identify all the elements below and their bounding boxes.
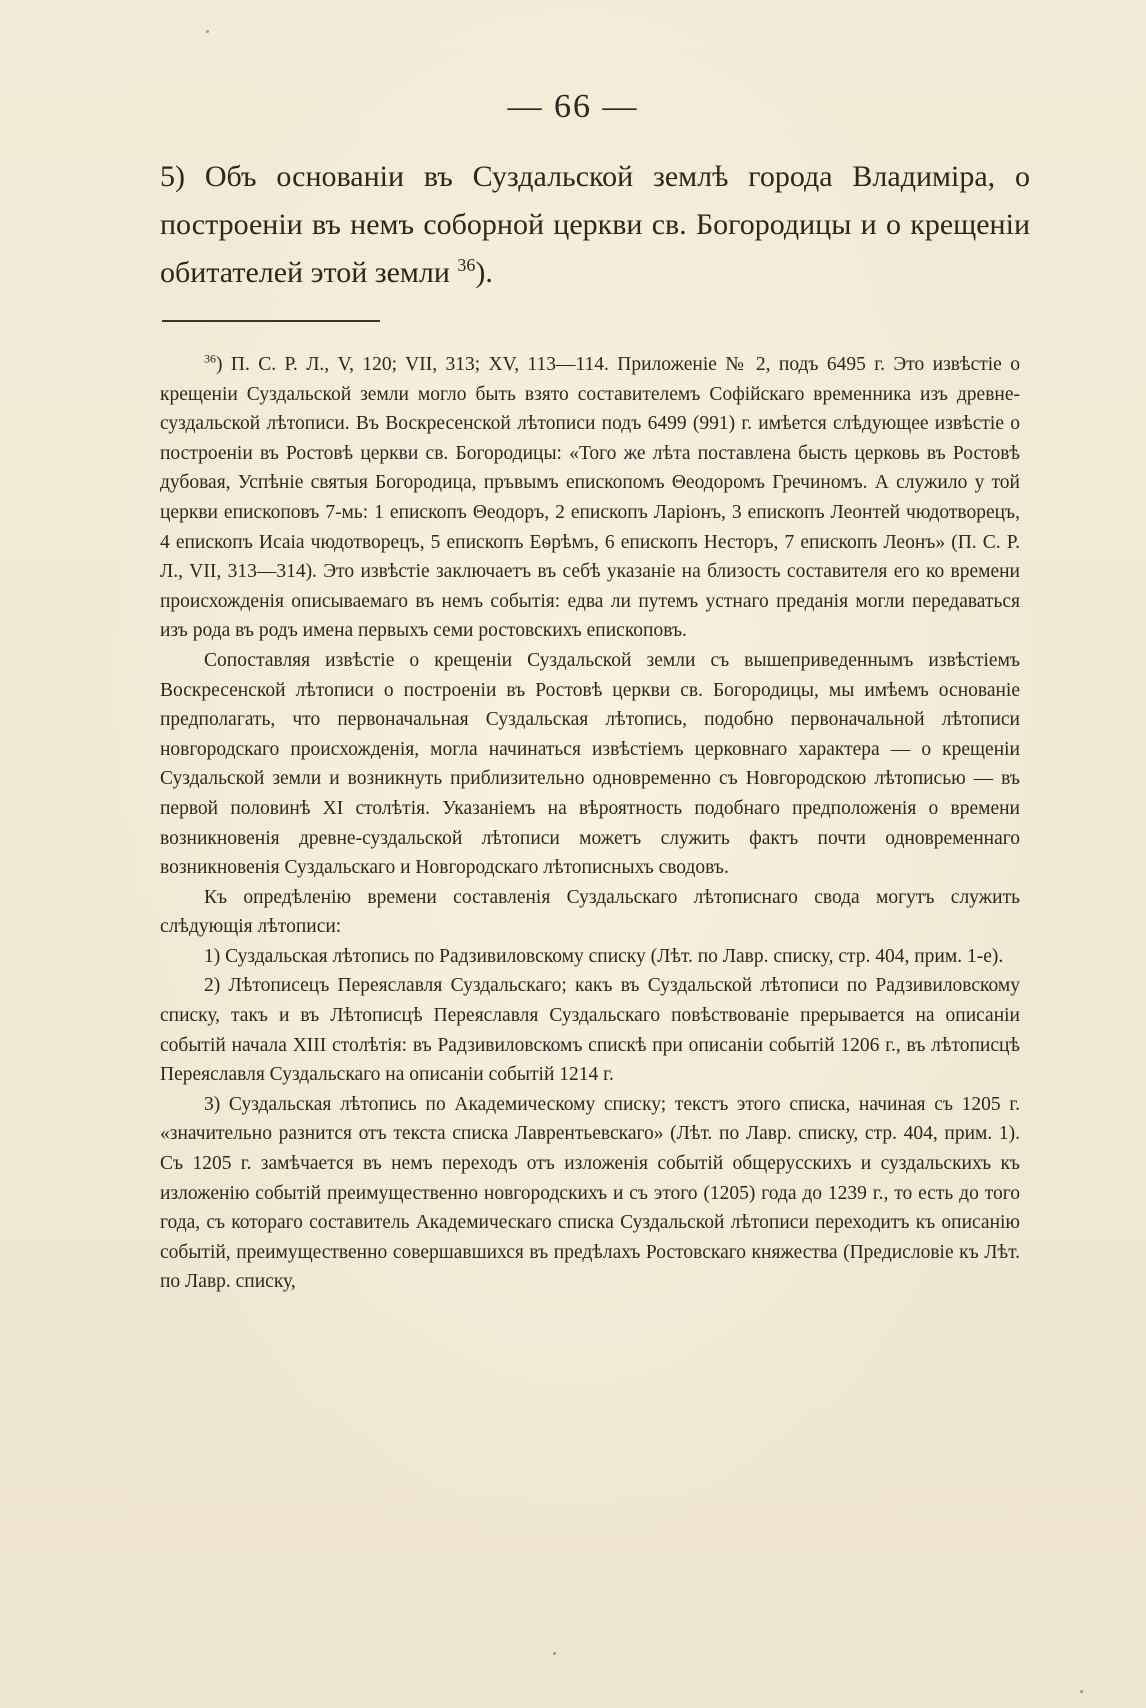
footnote-paragraph xyxy=(160,350,1020,646)
footnote-separator xyxy=(162,320,380,322)
footnote-paragraph: Сопоставляя извѣстіе о крещеніи Суздальской земли съ вышеприведеннымъ извѣстіемъ Воскресенской лѣтописи о построеніи въ Ростовѣ церкви св. Богородицы, мы имѣемъ основаніе предполагать, что первоначальная Суздальская лѣтопись, подобно первоначальной лѣтописи новгородскаго происхожденія, могла начинаться извѣстіемъ церковнаго характера — о крещеніи Суздальской земли и возникнуть приблизительно одновременно съ Новгородскою лѣтописью — въ первой половинѣ XI столѣтія. Указаніемъ на вѣроятность подобнаго предположенія о времени возникновенія древне-суздальской лѣтописи можетъ служить фактъ почти одновременнаго возникновенія Суздальскаго и Новгородскаго лѣтописныхъ сводовъ. xyxy=(160,649,1020,879)
page-number: — 66 — xyxy=(507,88,639,125)
paper-speck xyxy=(206,30,209,33)
section-heading-closing: ). xyxy=(475,256,493,289)
footnote-reference: 36 xyxy=(457,255,476,275)
footnote-paragraph: Къ опредѣленію времени составленія Суздальскаго лѣтописнаго свода могутъ служить слѣдующія лѣтописи: xyxy=(160,886,1020,938)
section-heading-text: 5) Объ основаніи въ Суздальской землѣ города Владиміра, о построеніи въ немъ соборной церкви св. Богородицы и о крещеніи обитателей этой земли xyxy=(160,160,1030,289)
footnote-body xyxy=(160,350,1020,1297)
section-heading xyxy=(160,153,1030,297)
footnote-paragraph: 1) Суздальская лѣтопись по Радзивиловскому списку (Лѣт. по Лавр. списку, стр. 404, прим. 1-е). xyxy=(204,945,1004,967)
paper-speck xyxy=(1080,1690,1083,1693)
footnote-paragraph: 3) Суздальская лѣтопись по Академическому списку; текстъ этого списка, начиная съ 1205 г. «значительно разнится отъ текста списка Лаврентьевскаго» (Лѣт. по Лавр. списку, стр. 404, прим. 1). Съ 1205 г. замѣчается въ немъ переходъ отъ изложенія событій общерусскихъ и суздальскихъ къ изложенію событій преимущественно новгородскихъ и съ этого (1205) года до 1239 г., то есть до того года, съ котораго составитель Академическаго списка Суздальской лѣтописи переходитъ къ описанію событій, преимущественно совершавшихся въ предѣлахъ Ростовскаго княжества (Предисловіе къ Лѣт. по Лавр. списку, xyxy=(160,1093,1020,1293)
footnote-paragraph: 2) Лѣтописецъ Переяславля Суздальскаго; какъ въ Суздальской лѣтописи по Радзивиловскому списку, такъ и въ Лѣтописцѣ Переяславля Суздальскаго повѣствованіе прерывается на описаніи событій начала XIII столѣтія: въ Радзивиловскомъ спискѣ при описаніи событій 1206 г., въ лѣтописцѣ Переяславля Суздальскаго на описаніи событій 1214 г. xyxy=(160,975,1020,1086)
footnote-paragraph-text: ) П. С. Р. Л., V, 120; VII, 313; XV, 113—114. Приложеніе № 2, подъ 6495 г. Это извѣстіе о крещеніи Суздальской земли могло быть взято составителемъ Софійскаго временника изъ древне-суздальской лѣтописи. Въ Воскресенской лѣтописи подъ 6499 (991) г. имѣется слѣдующее извѣстіе о построеніи въ Ростовѣ церкви св. Богородицы: «Того же лѣта поставлена бысть церковь въ Ростовѣ дубовая, Успѣніе святыя Богородица, пръвымъ епископомъ Θеодоромъ Гречиномъ. А служило у той церкви епископовъ 7-мь: 1 епископъ Θеодоръ, 2 епископъ Ларіонъ, 3 епископъ Леонтей чюдотворецъ, 4 епископъ Исаіа чюдотворецъ, 5 епископъ Еѳрѣмъ, 6 епископъ Несторъ, 7 епископъ Леонъ» (П. С. Р. Л., VII, 313—314). Это извѣстіе заключаетъ въ себѣ указаніе на близость составителя его ко времени происхожденія описываемаго въ немъ событія: едва ли путемъ устнаго преданія могли передаваться изъ рода въ родъ имена первыхъ семи ростовскихъ епископовъ. xyxy=(160,354,1020,642)
paper-speck xyxy=(553,1652,556,1655)
footnote-marker: 36 xyxy=(204,351,216,366)
